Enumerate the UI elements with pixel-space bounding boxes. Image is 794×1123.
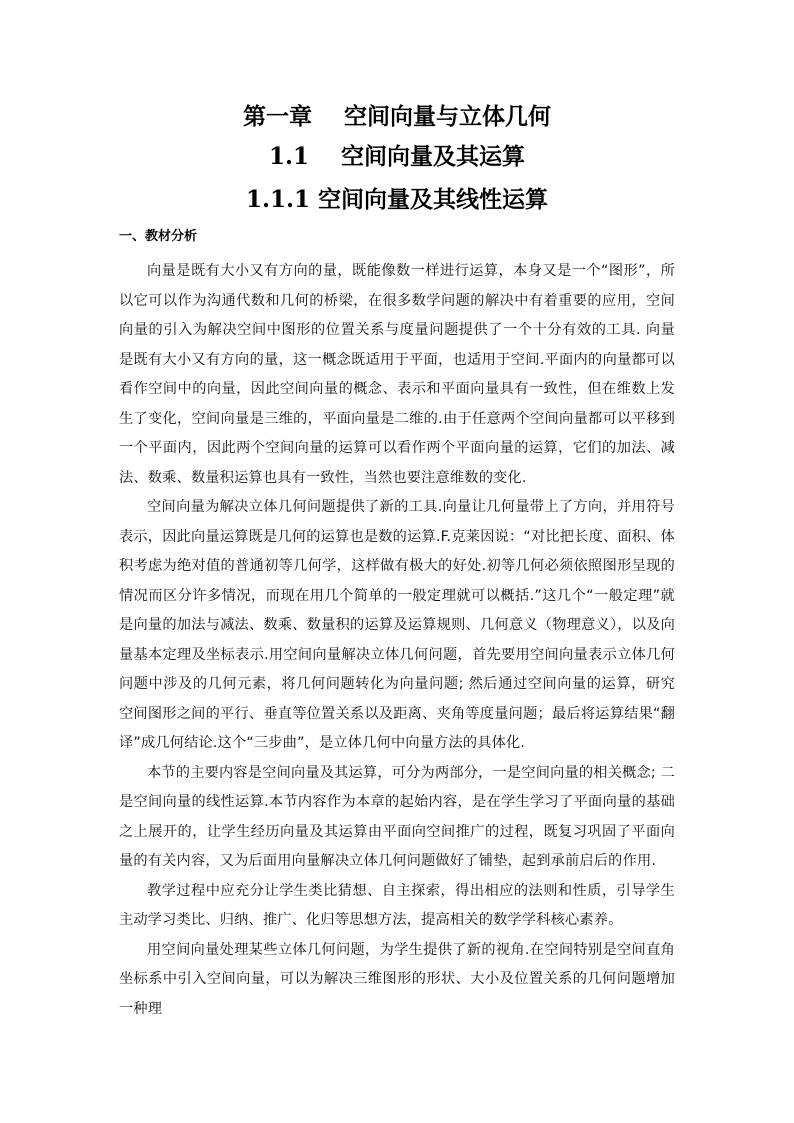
part-label-textbook-analysis: 一、教材分析: [119, 229, 198, 244]
section-title: 1.1 空间向量及其运算: [268, 143, 526, 170]
paragraph-vector-tool: 空间向量为解决立体几何问题提供了新的工具.向量让几何量带上了方向，并用符号表示，因此向量运算既是几何的运算也是数的运算.F.克莱因说：“对比把长度、面积、体积考虑为绝对值的普通初等几何学，这样做有极大的好处.初等几何必须依照图形呈现的情况而区分许多情况，而现在用几个简单的一般定理就可以概括.”这几个“一般定理”就是向量的加法与减法、数乘、数量积的运算及运算规则、几何意义（物理意义），以及向量基本定理及坐标表示.用空间向量解决立体几何问题，首先要用空间向量表示立体几何问题中涉及的几何元素，将几何问题转化为向量问题; 然后通过空间向量的运算，研究空间图形之间的平行、垂直等位置关系以及距离、夹角等度量问题；最后将运算结果“翻译”成几何结论.这个“三步曲”，是立体几何中向量方法的具体化.: [119, 499, 675, 751]
chapter-title: 第一章 空间向量与立体几何: [242, 103, 552, 130]
paragraph-vector-definition: 向量是既有大小又有方向的量，既能像数一样进行运算，本身又是一个“图形”，所以它可以作为沟通代数和几何的桥梁，在很多数学问题的解决中有着重要的应用，空间向量的引入为解决空间中图形的位置关系与度量问题提供了一个十分有效的工具. 向量是既有大小又有方向的量，这一概念既适用于平面，也适用于空间.平面内的向量都可以看作空间中的向量，因此空间向量的概念、表示和平面向量具有一致性，但在维数上发生了变化，空间向量是三维的，平面向量是二维的.由于任意两个空间向量都可以平移到一个平面内，因此两个空间向量的运算可以看作两个平面向量的运算，它们的加法、减法、数乘、数量积运算也具有一致性，当然也要注意维数的变化.: [119, 263, 675, 486]
paragraph-new-perspective: 用空间向量处理某些立体几何问题，为学生提供了新的视角.在空间特别是空间直角坐标系中引入空间向量，可以为解决三维图形的形状、大小及位置关系的几何问题增加一种理: [119, 941, 675, 1017]
body-text: [119, 257, 675, 1024]
paragraph-section-content: 本节的主要内容是空间向量及其运算，可分为两部分，一是空间向量的相关概念; 二是空间向量的线性运算.本节内容作为本章的起始内容，是在学生学习了平面向量的基础之上展开的，让学生经历向量及其运算由平面向空间推广的过程，既复习巩固了平面向量的有关内容，又为后面用向量解决立体几何问题做好了铺垫，起到承前启后的作用.: [119, 764, 675, 869]
paragraph-teaching-process: 教学过程中应充分让学生类比猜想、自主探索，得出相应的法则和性质，引导学生主动学习类比、归纳、推广、化归等思想方法，提高相关的数学学科核心素养。: [119, 882, 675, 928]
subsection-title: 1.1.1 空间向量及其线性运算: [245, 186, 549, 213]
